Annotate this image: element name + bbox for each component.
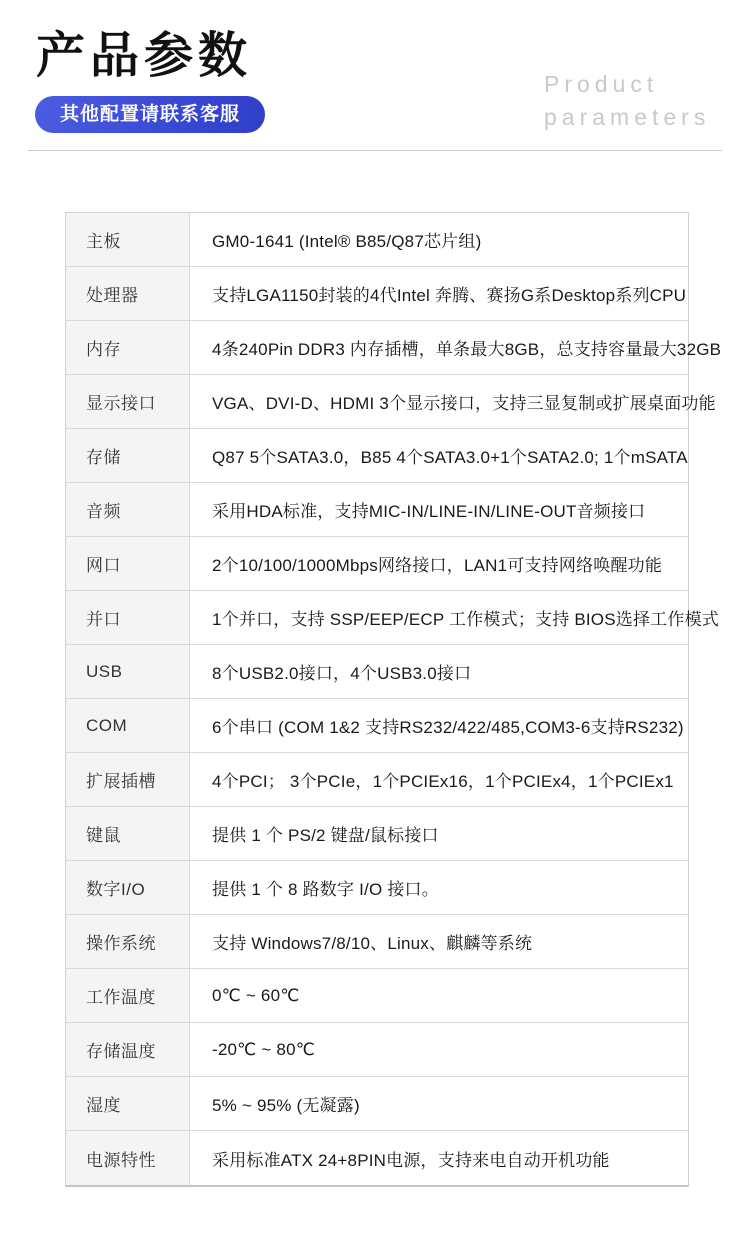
spec-label: 内存 <box>66 321 190 374</box>
spec-value: 4条240Pin DDR3 内存插槽，单条最大8GB，总支持容量最大32GB <box>212 340 722 359</box>
spec-value: 采用标准ATX 24+8PIN电源，支持来电自动开机功能 <box>212 1150 610 1170</box>
spec-row-power <box>66 1131 688 1185</box>
spec-table <box>65 212 722 1187</box>
spec-label: 网口 <box>66 537 190 590</box>
spec-row-storage <box>66 429 688 483</box>
spec-label: 数字I/O <box>66 861 190 914</box>
spec-value: 2个10/100/1000Mbps网络接口，LAN1可支持网络唤醒功能 <box>212 556 663 575</box>
spec-value: 0℃ ~ 60℃ <box>212 985 300 1005</box>
spec-label: 键鼠 <box>66 807 190 860</box>
spec-label: 存储温度 <box>66 1023 190 1076</box>
spec-value: 支持LGA1150封装的4代Intel 奔腾、赛扬G系Desktop系列CPU <box>212 286 687 305</box>
spec-row-audio <box>66 483 688 537</box>
spec-label: 音频 <box>66 483 190 536</box>
spec-label: 存储 <box>66 429 190 482</box>
spec-label: COM <box>66 699 190 752</box>
spec-row-usb <box>66 645 688 699</box>
page-title: 产品参数 <box>36 29 253 83</box>
spec-value: GM0-1641 (Intel® B85/Q87芯片组) <box>212 232 482 251</box>
spec-label: 并口 <box>66 591 190 644</box>
spec-label: 操作系统 <box>66 915 190 968</box>
spec-row-memory <box>66 321 722 375</box>
contact-service-badge: 其他配置请联系客服 <box>35 96 265 133</box>
spec-label: 主板 <box>66 213 190 266</box>
spec-value: 6个串口 (COM 1&2 支持RS232/422/485,COM3-6支持RS232) <box>212 718 684 737</box>
spec-value: Q87 5个SATA3.0，B85 4个SATA3.0+1个SATA2.0; 1个mSATA <box>212 448 688 467</box>
spec-row-expansion-slots <box>66 753 688 807</box>
subtitle-line-1: Product <box>544 71 659 97</box>
spec-row-com <box>66 699 688 753</box>
spec-row-humidity <box>66 1077 688 1131</box>
spec-row-parallel-port <box>66 591 719 645</box>
spec-value: 支持 Windows7/8/10、Linux、麒麟等系统 <box>212 934 533 953</box>
spec-row-cpu <box>66 267 688 321</box>
subtitle-line-2: parameters <box>544 104 711 130</box>
spec-value: VGA、DVI-D、HDMI 3个显示接口，支持三显复制或扩展桌面功能 <box>212 394 716 413</box>
spec-value: 提供 1 个 PS/2 键盘/鼠标接口 <box>212 826 439 845</box>
spec-value: 8个USB2.0接口，4个USB3.0接口 <box>212 664 472 683</box>
spec-row-operating-temp <box>66 969 688 1023</box>
spec-label: 处理器 <box>66 267 190 320</box>
spec-row-mainboard <box>66 213 688 267</box>
spec-row-digital-io <box>66 861 688 915</box>
spec-value: 提供 1 个 8 路数字 I/O 接口。 <box>212 880 439 899</box>
spec-label: 工作温度 <box>66 969 190 1022</box>
spec-value: -20℃ ~ 80℃ <box>212 1039 316 1059</box>
subtitle-english <box>544 68 710 134</box>
spec-value: 采用HDA标准，支持MIC-IN/LINE-IN/LINE-OUT音频接口 <box>212 502 646 521</box>
spec-row-storage-temp <box>66 1023 688 1077</box>
spec-row-display <box>66 375 716 429</box>
spec-row-keyboard-mouse <box>66 807 688 861</box>
spec-label: 湿度 <box>66 1077 190 1130</box>
spec-value: 5% ~ 95% (无凝露) <box>212 1096 360 1115</box>
header-divider <box>28 150 722 151</box>
spec-label: 扩展插槽 <box>66 753 190 806</box>
spec-row-os <box>66 915 688 969</box>
spec-label: 电源特性 <box>66 1131 190 1185</box>
spec-label: 显示接口 <box>66 375 190 428</box>
spec-value: 1个并口，支持 SSP/EEP/ECP 工作模式；支持 BIOS选择工作模式 <box>212 610 719 629</box>
spec-value: 4个PCI； 3个PCIe，1个PCIEx16，1个PCIEx4，1个PCIEx1 <box>212 772 674 791</box>
spec-label: USB <box>66 645 190 698</box>
spec-row-lan <box>66 537 688 591</box>
